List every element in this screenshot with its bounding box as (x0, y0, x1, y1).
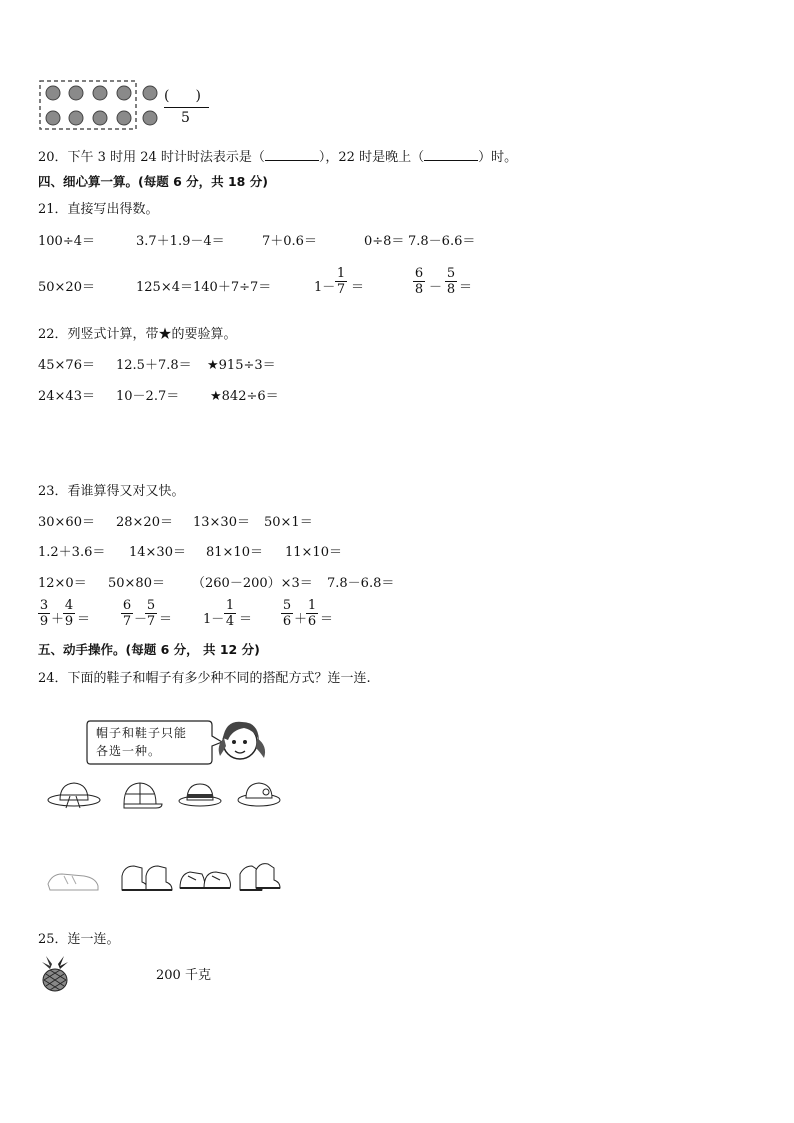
q23-frac1-op: ＋ (51, 612, 65, 627)
q21-frac1-lead: 1－ (314, 280, 336, 295)
girl-icon (214, 712, 270, 768)
q21-frac2-op: － (429, 280, 443, 295)
q19-fraction-bar (164, 107, 209, 108)
q23-item: 7.8－6.8＝ (327, 576, 395, 591)
q23-item: 30×60＝ (38, 515, 95, 530)
pineapple-icon (38, 952, 72, 992)
q23-item: （260－200）×3＝ (192, 576, 313, 591)
q21-frac2-tail: ＝ (459, 280, 473, 295)
section-5-heading: 五、动手操作。(每题 6 分， 共 12 分) (38, 642, 260, 657)
beads-figure (38, 78, 168, 132)
q22-item: ★915÷3＝ (207, 358, 276, 373)
flower-hat-icon (236, 778, 282, 810)
q21-title: 21．直接写出得数。 (38, 202, 159, 217)
q19-denominator: 5 (181, 110, 190, 126)
q23-frac4a: 5 6 (282, 598, 292, 629)
q23-frac4b: 1 6 (307, 598, 317, 629)
q22-item: 10－2.7＝ (116, 389, 180, 404)
q23-frac2a: 6 7 (122, 598, 132, 629)
q21-item: 0÷8＝ (364, 234, 405, 249)
q23-frac2b: 5 7 (146, 598, 156, 629)
q23-frac2-op: － (134, 612, 148, 627)
q20-text: 20．下午 3 时用 24 时计时法表示是（ ），22 时是晚上（ ）时。 (38, 150, 518, 165)
q23-item: 1.2＋3.6＝ (38, 545, 106, 560)
q23-item: 12×0＝ (38, 576, 87, 591)
section-4-heading: 四、细心算一算。(每题 6 分，共 18 分) (38, 174, 268, 189)
high-top-shoes-icon (236, 860, 282, 896)
q23-frac3: 1 4 (225, 598, 235, 629)
q25-weight-label: 200 千克 (156, 968, 211, 983)
q21-item: 140＋7÷7＝ (193, 280, 272, 295)
sneaker-icon (44, 866, 102, 896)
q20-blank-2[interactable] (424, 148, 478, 161)
q21-item: 125×4＝ (136, 280, 193, 295)
fedora-icon (177, 778, 223, 810)
q21-frac2a: 6 8 (414, 266, 424, 297)
q23-item: 28×20＝ (116, 515, 173, 530)
q22-item: 12.5＋7.8＝ (116, 358, 192, 373)
q21-item: 100÷4＝ (38, 234, 95, 249)
q23-item: 50×1＝ (264, 515, 313, 530)
q22-item: 24×43＝ (38, 389, 95, 404)
q23-frac2-tail: ＝ (159, 612, 173, 627)
bubble-line-2: 各选一种。 (96, 744, 162, 758)
q23-item: 13×30＝ (193, 515, 250, 530)
q21-item: 3.7＋1.9－4＝ (136, 234, 225, 249)
bubble-line-1: 帽子和鞋子只能 (96, 726, 188, 740)
q23-frac3-lead: 1－ (203, 612, 225, 627)
q22-item: ★842÷6＝ (210, 389, 279, 404)
cap-icon (118, 778, 164, 810)
q23-frac3-tail: ＝ (239, 612, 253, 627)
q21-frac1: 1 7 (336, 266, 346, 297)
q23-frac1a: 3 9 (39, 598, 49, 629)
q23-item: 14×30＝ (129, 545, 186, 560)
q21-item: 7＋0.6＝ (262, 234, 317, 249)
q25-title: 25．连一连。 (38, 932, 120, 947)
hat-icon (46, 778, 102, 810)
q20-blank-1[interactable] (265, 148, 319, 161)
q23-frac1-tail: ＝ (77, 612, 91, 627)
boots-icon (118, 862, 176, 896)
q22-item: 45×76＝ (38, 358, 95, 373)
hiking-shoes-icon (176, 862, 234, 896)
q23-frac4-tail: ＝ (320, 612, 334, 627)
q21-item: 50×20＝ (38, 280, 95, 295)
q22-title: 22．列竖式计算，带★的要验算。 (38, 327, 237, 342)
q21-item: 7.8－6.6＝ (408, 234, 476, 249)
q21-frac1-tail: ＝ (351, 280, 365, 295)
q23-title: 23．看谁算得又对又快。 (38, 484, 185, 499)
q19-numerator[interactable]: ( ) (164, 88, 201, 104)
q23-item: 50×80＝ (108, 576, 165, 591)
q23-item: 81×10＝ (206, 545, 263, 560)
q24-title: 24．下面的鞋子和帽子有多少种不同的搭配方式？连一连. (38, 671, 371, 686)
q23-frac4-op: ＋ (294, 612, 308, 627)
q23-item: 11×10＝ (285, 545, 342, 560)
q21-frac2b: 5 8 (446, 266, 456, 297)
q23-frac1b: 4 9 (64, 598, 74, 629)
